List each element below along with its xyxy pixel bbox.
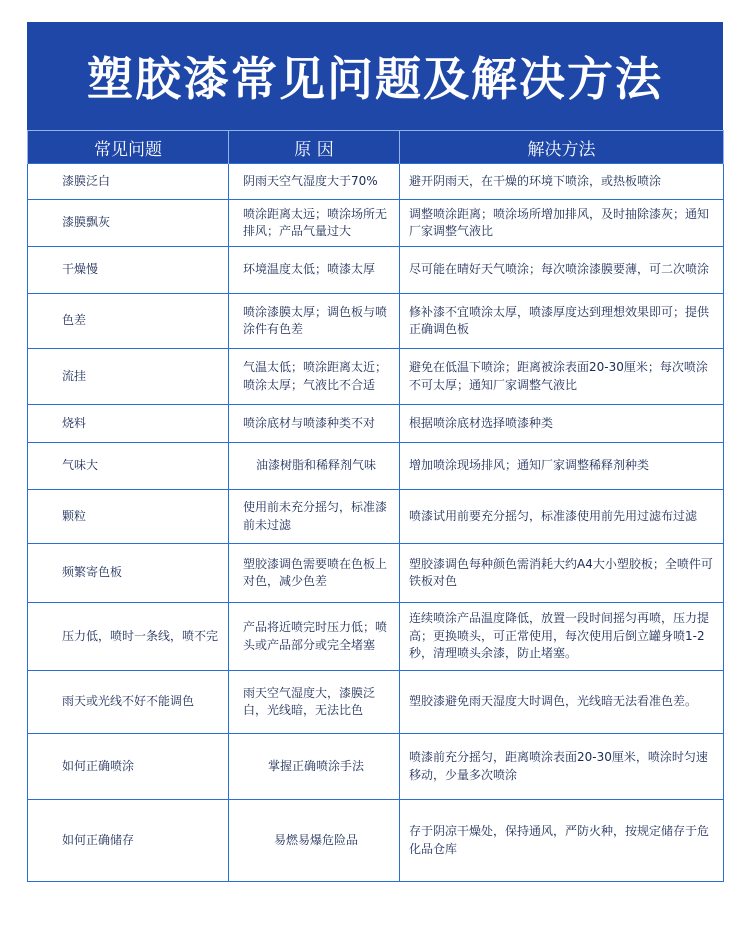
solution-cell: 避免在低温下喷涂；距离被涂表面20-30厘米；每次喷涂不可太厚；通知厂家调整气液比 <box>400 349 724 405</box>
problem-cell: 压力低，喷时一条线，喷不完 <box>28 603 229 671</box>
header-solution: 解决方法 <box>400 131 724 164</box>
cause-cell: 油漆树脂和稀释剂气味 <box>229 443 400 490</box>
header-problem: 常见问题 <box>28 131 229 164</box>
cause-cell: 喷涂底材与喷漆种类不对 <box>229 405 400 443</box>
table-row <box>28 800 724 882</box>
problem-cell: 流挂 <box>28 349 229 405</box>
table-row <box>28 490 724 544</box>
guide-card <box>27 22 723 882</box>
table-row <box>28 544 724 603</box>
cause-cell: 气温太低；喷涂距离太近；喷涂太厚；气液比不合适 <box>229 349 400 405</box>
cause-cell: 塑胶漆调色需要喷在色板上对色，减少色差 <box>229 544 400 603</box>
table-row <box>28 349 724 405</box>
problem-cell: 烧料 <box>28 405 229 443</box>
solution-cell: 喷漆试用前要充分摇匀，标准漆使用前先用过滤布过滤 <box>400 490 724 544</box>
cause-cell: 阴雨天空气湿度大于70% <box>229 164 400 200</box>
table-row <box>28 405 724 443</box>
table-header-row <box>28 131 724 164</box>
solution-cell: 存于阴凉干燥处，保持通风，严防火种，按规定储存于危化品仓库 <box>400 800 724 882</box>
problem-cell: 漆膜泛白 <box>28 164 229 200</box>
cause-cell: 喷涂距离太远；喷涂场所无排风；产品气量过大 <box>229 200 400 247</box>
header-cause: 原 因 <box>229 131 400 164</box>
table-row <box>28 200 724 247</box>
problem-cell: 干燥慢 <box>28 247 229 294</box>
solution-cell: 塑胶漆调色每种颜色需消耗大约A4大小塑胶板；全喷件可铁板对色 <box>400 544 724 603</box>
cause-cell: 喷涂漆膜太厚；调色板与喷涂件有色差 <box>229 294 400 349</box>
page-title: 塑胶漆常见问题及解决方法 <box>87 52 663 106</box>
problem-cell: 气味大 <box>28 443 229 490</box>
solution-cell: 增加喷涂现场排风；通知厂家调整稀释剂种类 <box>400 443 724 490</box>
table-row <box>28 734 724 800</box>
problem-cell: 色差 <box>28 294 229 349</box>
problem-cell: 雨天或光线不好不能调色 <box>28 671 229 734</box>
problem-cell: 频繁寄色板 <box>28 544 229 603</box>
cause-cell: 环境温度太低；喷漆太厚 <box>229 247 400 294</box>
table-row <box>28 164 724 200</box>
problem-cell: 颗粒 <box>28 490 229 544</box>
solution-cell: 避开阴雨天，在干燥的环境下喷涂，或热板喷涂 <box>400 164 724 200</box>
problem-cell: 如何正确储存 <box>28 800 229 882</box>
solution-cell: 尽可能在晴好天气喷涂；每次喷涂漆膜要薄，可二次喷涂 <box>400 247 724 294</box>
problem-cell: 漆膜飘灰 <box>28 200 229 247</box>
table-row <box>28 443 724 490</box>
table-row <box>28 603 724 671</box>
problem-cell: 如何正确喷涂 <box>28 734 229 800</box>
solution-cell: 修补漆不宜喷涂太厚，喷漆厚度达到理想效果即可；提供正确调色板 <box>400 294 724 349</box>
solution-cell: 塑胶漆避免雨天湿度大时调色，光线暗无法看准色差。 <box>400 671 724 734</box>
cause-cell: 使用前未充分摇匀，标准漆前未过滤 <box>229 490 400 544</box>
faq-table <box>27 130 724 882</box>
title-banner <box>27 22 723 130</box>
cause-cell: 雨天空气湿度大，漆膜泛白，光线暗，无法比色 <box>229 671 400 734</box>
table-row <box>28 247 724 294</box>
table-row <box>28 671 724 734</box>
cause-cell: 产品将近喷完时压力低；喷头或产品部分或完全堵塞 <box>229 603 400 671</box>
table-row <box>28 294 724 349</box>
cause-cell: 易燃易爆危险品 <box>229 800 400 882</box>
solution-cell: 连续喷涂产品温度降低，放置一段时间摇匀再喷，压力提高；更换喷头，可正常使用，每次使用后倒立罐身喷1-2秒，清理喷头余漆，防止堵塞。 <box>400 603 724 671</box>
solution-cell: 喷漆前充分摇匀，距离喷涂表面20-30厘米，喷涂时匀速移动，少量多次喷涂 <box>400 734 724 800</box>
cause-cell: 掌握正确喷涂手法 <box>229 734 400 800</box>
solution-cell: 根据喷涂底材选择喷漆种类 <box>400 405 724 443</box>
solution-cell: 调整喷涂距离；喷涂场所增加排风，及时抽除漆灰；通知厂家调整气液比 <box>400 200 724 247</box>
